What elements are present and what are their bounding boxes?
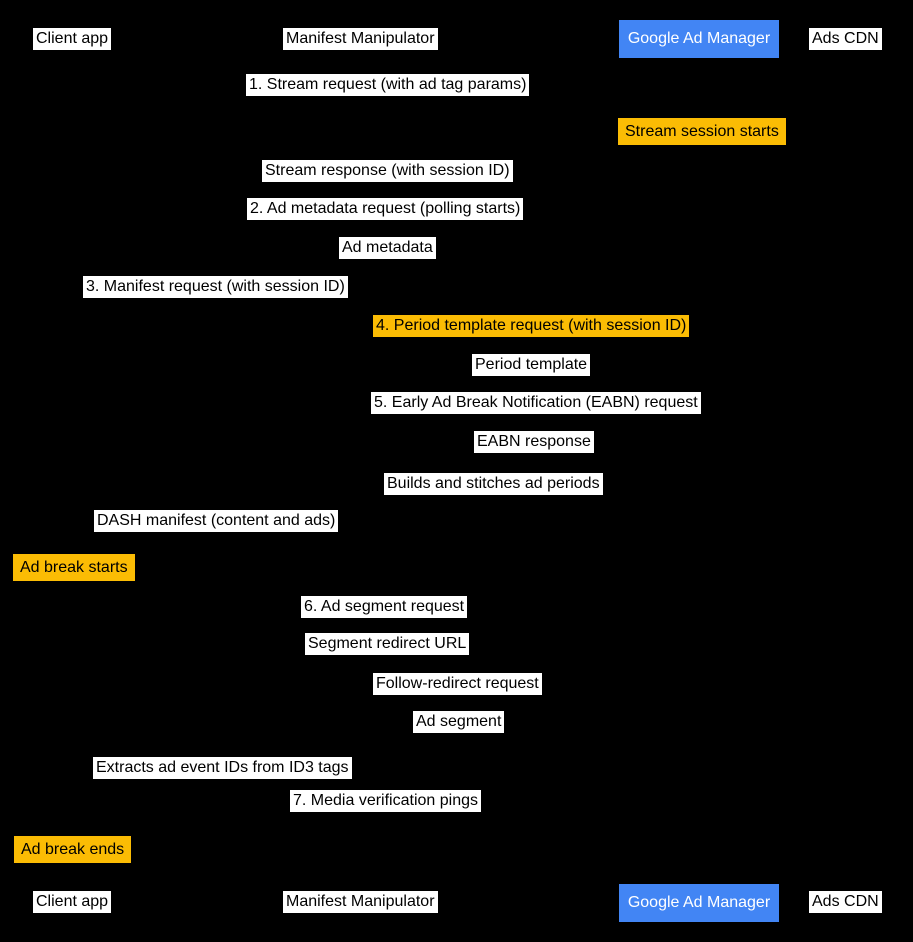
message-eabn-request: 5. Early Ad Break Notification (EABN) request [371, 392, 701, 414]
message-ad-segment-request: 6. Ad segment request [301, 596, 467, 618]
message-stream-request: 1. Stream request (with ad tag params) [246, 74, 529, 96]
note-ad-break-starts: Ad break starts [13, 554, 135, 581]
note-ad-break-ends: Ad break ends [14, 836, 131, 863]
message-period-template-request: 4. Period template request (with session ID) [373, 315, 689, 337]
note-stream-session-starts: Stream session starts [618, 118, 786, 145]
actor-ads-cdn-top: Ads CDN [809, 28, 882, 50]
message-follow-redirect-request: Follow-redirect request [373, 673, 542, 695]
actor-ads-cdn-bottom: Ads CDN [809, 891, 882, 913]
message-stream-response: Stream response (with session ID) [262, 160, 513, 182]
message-period-template: Period template [472, 354, 590, 376]
actor-google-ad-manager-bottom: Google Ad Manager [619, 884, 779, 922]
message-ad-segment: Ad segment [413, 711, 504, 733]
message-builds-stitches: Builds and stitches ad periods [384, 473, 603, 495]
actor-client-app-bottom: Client app [33, 891, 111, 913]
actor-google-ad-manager-top: Google Ad Manager [619, 20, 779, 58]
actor-client-app-top: Client app [33, 28, 111, 50]
message-eabn-response: EABN response [474, 431, 594, 453]
message-dash-manifest: DASH manifest (content and ads) [94, 510, 338, 532]
message-extracts-id3: Extracts ad event IDs from ID3 tags [93, 757, 352, 779]
message-segment-redirect-url: Segment redirect URL [305, 633, 469, 655]
actor-manifest-manipulator-top: Manifest Manipulator [283, 28, 438, 50]
message-manifest-request: 3. Manifest request (with session ID) [83, 276, 348, 298]
actor-manifest-manipulator-bottom: Manifest Manipulator [283, 891, 438, 913]
message-media-verification-pings: 7. Media verification pings [290, 790, 481, 812]
message-ad-metadata-request: 2. Ad metadata request (polling starts) [247, 198, 523, 220]
message-ad-metadata: Ad metadata [339, 237, 436, 259]
